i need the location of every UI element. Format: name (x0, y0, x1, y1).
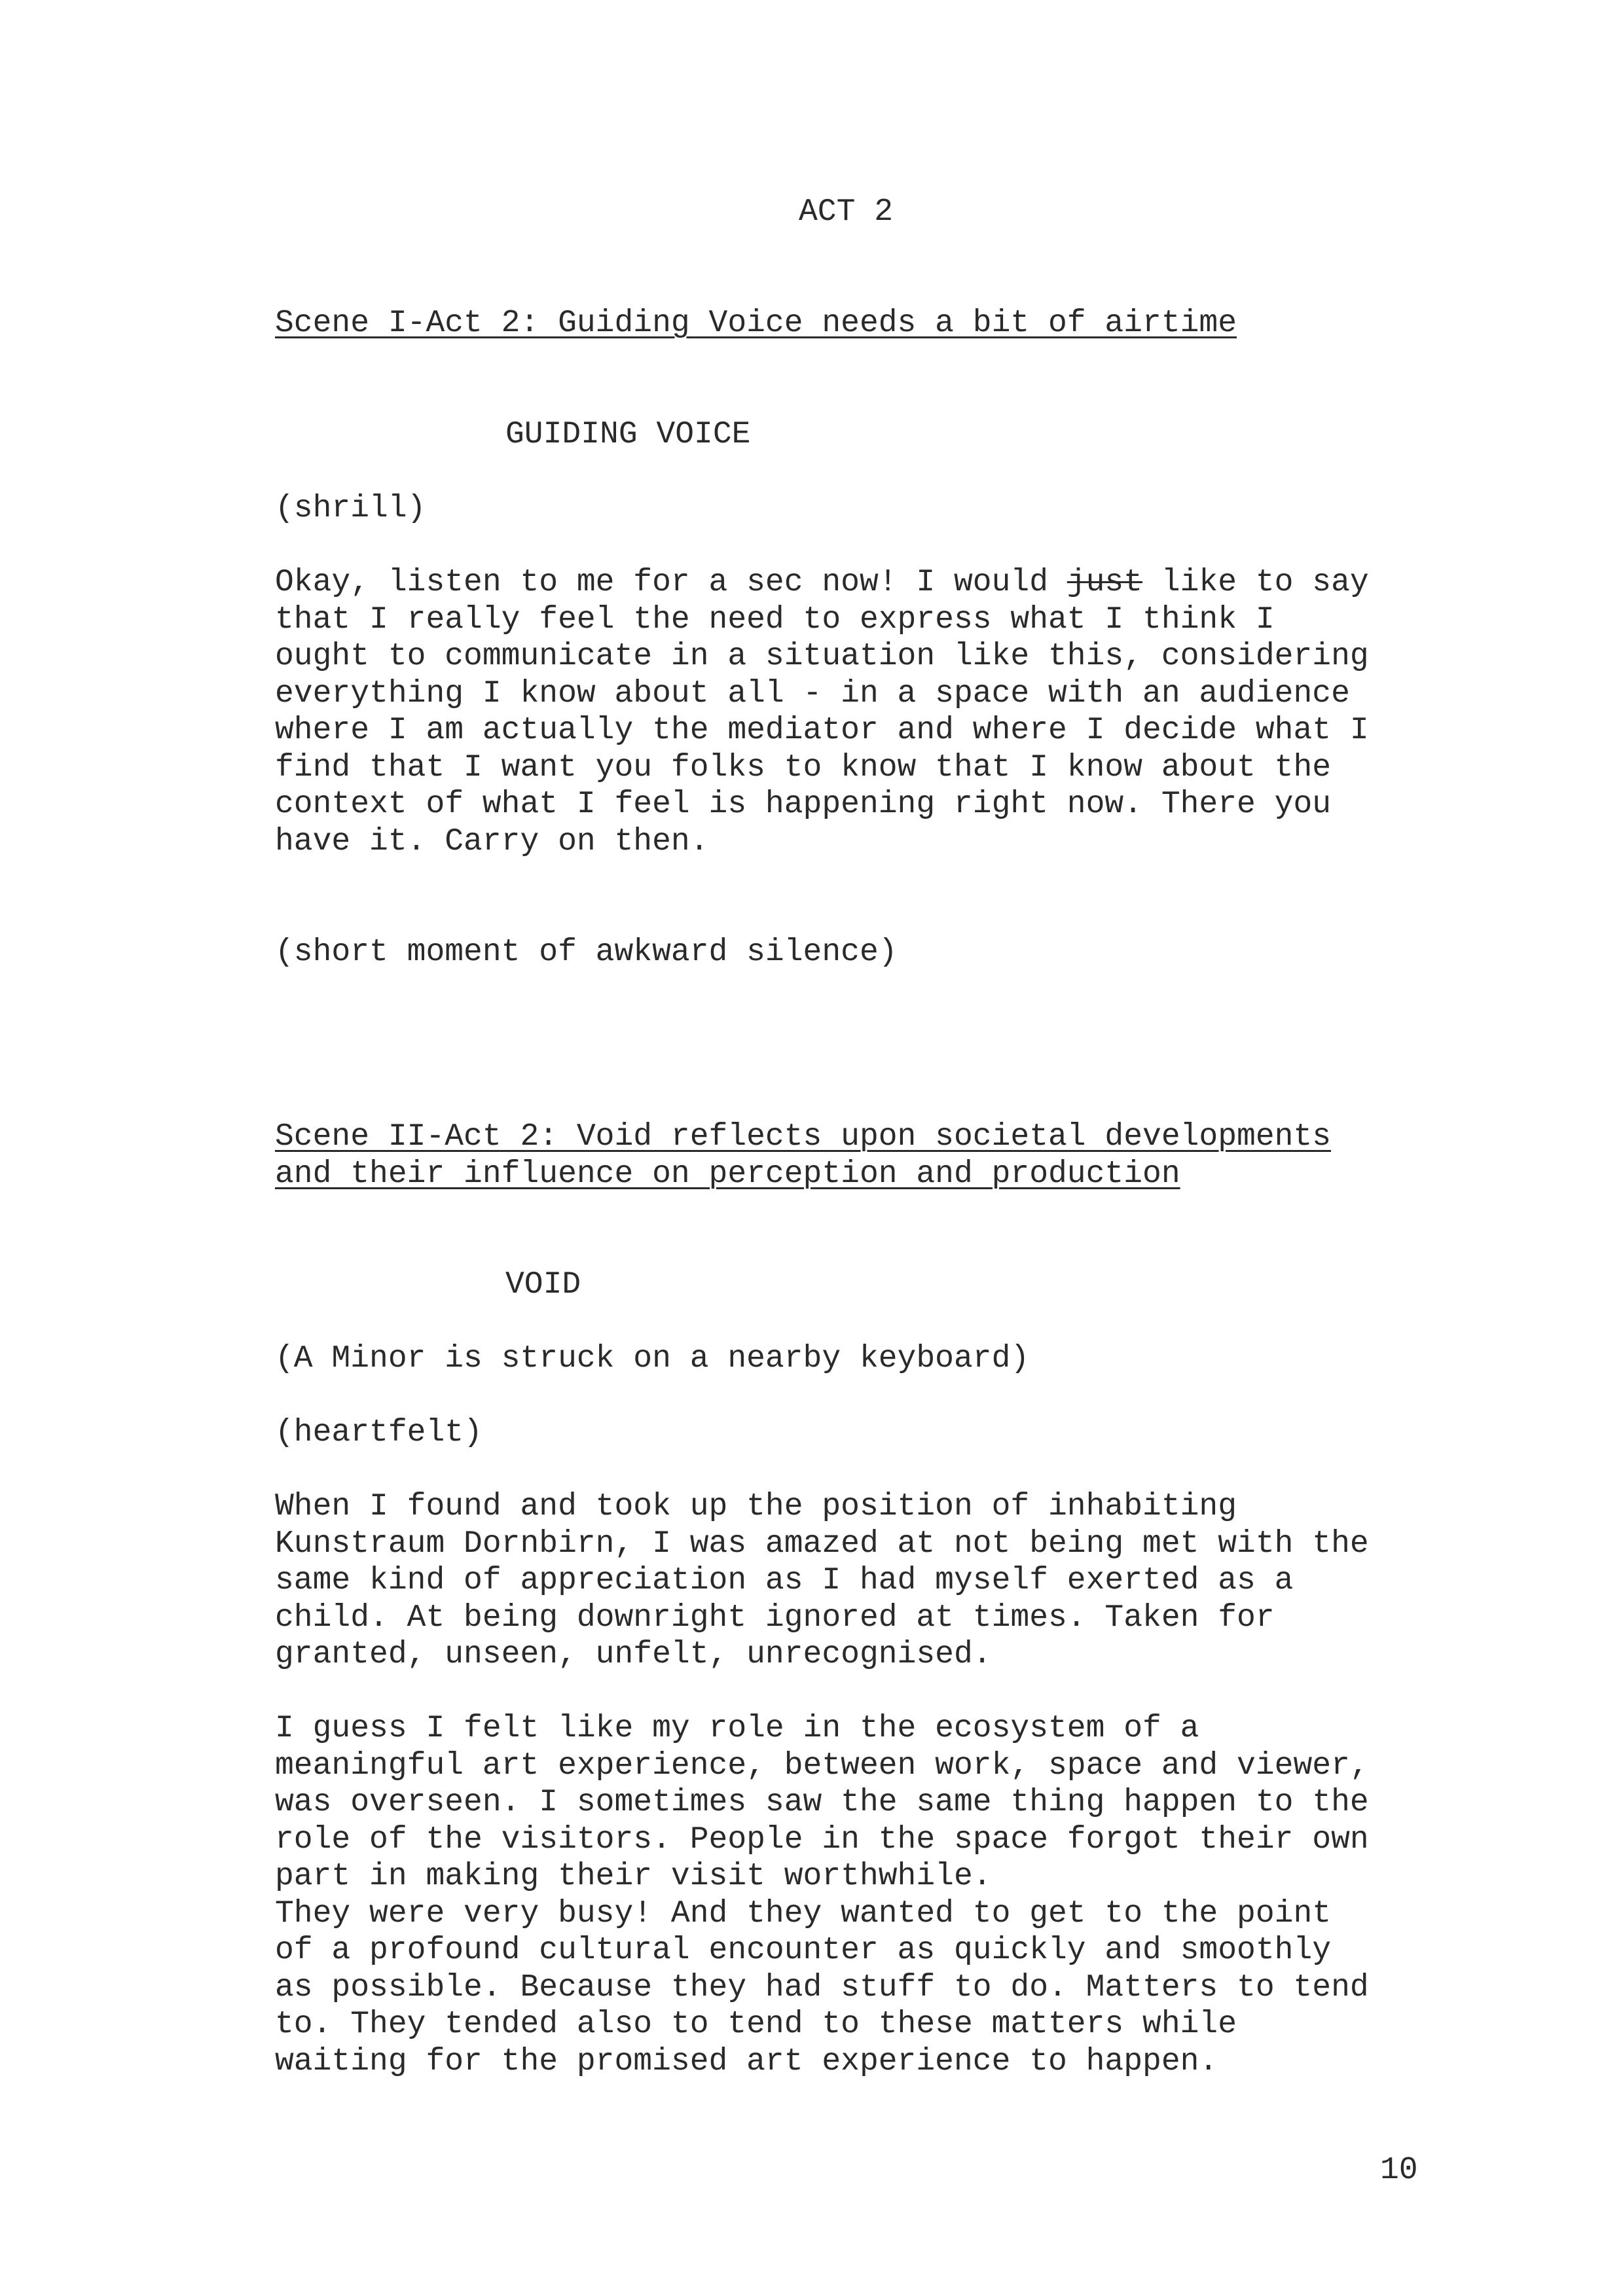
dialogue-line: I guess I felt like my role in the ecosystem of a (275, 1711, 1199, 1746)
dialogue-line: as possible. Because they had stuff to do. Matters to tend (275, 1969, 1369, 2005)
scene-2-stage-direction: (A Minor is struck on a nearby keyboard) (275, 1341, 1030, 1376)
dialogue-line: They were very busy! And they wanted to get to the point (275, 1895, 1332, 1931)
dialogue-line: When I found and took up the position of inhabiting (275, 1489, 1237, 1524)
dialogue-line: have it. Carry on then. (275, 823, 709, 859)
page-number: 10 (1380, 2153, 1418, 2188)
scene-1-stage-direction: (short moment of awkward silence) (275, 935, 898, 970)
dialogue-line: waiting for the promised art experience to happen. (275, 2043, 1218, 2079)
dialogue-line: same kind of appreciation as I had myself exerted as a (275, 1563, 1294, 1598)
scene-2-paragraph-1 (275, 1488, 1369, 1674)
dialogue-line: where I am actually the mediator and where I decide what I (275, 713, 1369, 748)
dialogue-line: of a profound cultural encounter as quickly and smoothly (275, 1933, 1332, 1968)
dialogue-line: context of what I feel is happening right now. There you (275, 787, 1332, 822)
act-heading: ACT 2 (799, 194, 894, 230)
dialogue-line: Kunstraum Dornbirn, I was amazed at not being met with the (275, 1526, 1369, 1562)
dialogue-line: part in making their visit worthwhile. (275, 1859, 992, 1894)
scene-2-parenthetical: (heartfelt) (275, 1415, 483, 1450)
dialogue-line: meaningful art experience, between work, space and viewer, (275, 1748, 1369, 1784)
scene-1-character: GUIDING VOICE (505, 417, 751, 452)
scene-1-dialogue (275, 564, 1369, 860)
dialogue-line: was overseen. I sometimes saw the same thing happen to the (275, 1785, 1369, 1820)
dialogue-line: granted, unseen, unfelt, unrecognised. (275, 1637, 992, 1672)
scene-2-paragraph-2 (275, 1710, 1369, 2080)
struck-word: just (1067, 565, 1143, 600)
dialogue-line: role of the visitors. People in the space forgot their own (275, 1821, 1369, 1857)
scene-2-character: VOID (505, 1267, 581, 1302)
dialogue-line: ought to communicate in a situation like this, considering (275, 639, 1369, 674)
dialogue-line: to. They tended also to tend to these matters while (275, 2007, 1237, 2042)
scene-2-title-line: and their influence on perception and production (275, 1156, 1180, 1192)
dialogue-line: everything I know about all - in a space with an audience (275, 675, 1350, 711)
dialogue-line: find that I want you folks to know that I know about the (275, 749, 1332, 785)
dialogue-line: Okay, listen to me for a sec now! I would just like to say (275, 565, 1369, 600)
dialogue-line: child. At being downright ignored at times. Taken for (275, 1600, 1275, 1636)
dialogue-line: that I really feel the need to express what I think I (275, 601, 1275, 637)
scene-1-parenthetical: (shrill) (275, 491, 426, 526)
scene-1-title: Scene I-Act 2: Guiding Voice needs a bit of airtime (275, 306, 1237, 341)
scene-2-title (275, 1119, 1331, 1193)
scene-2-title-line: Scene II-Act 2: Void reflects upon societal developments (275, 1119, 1332, 1155)
